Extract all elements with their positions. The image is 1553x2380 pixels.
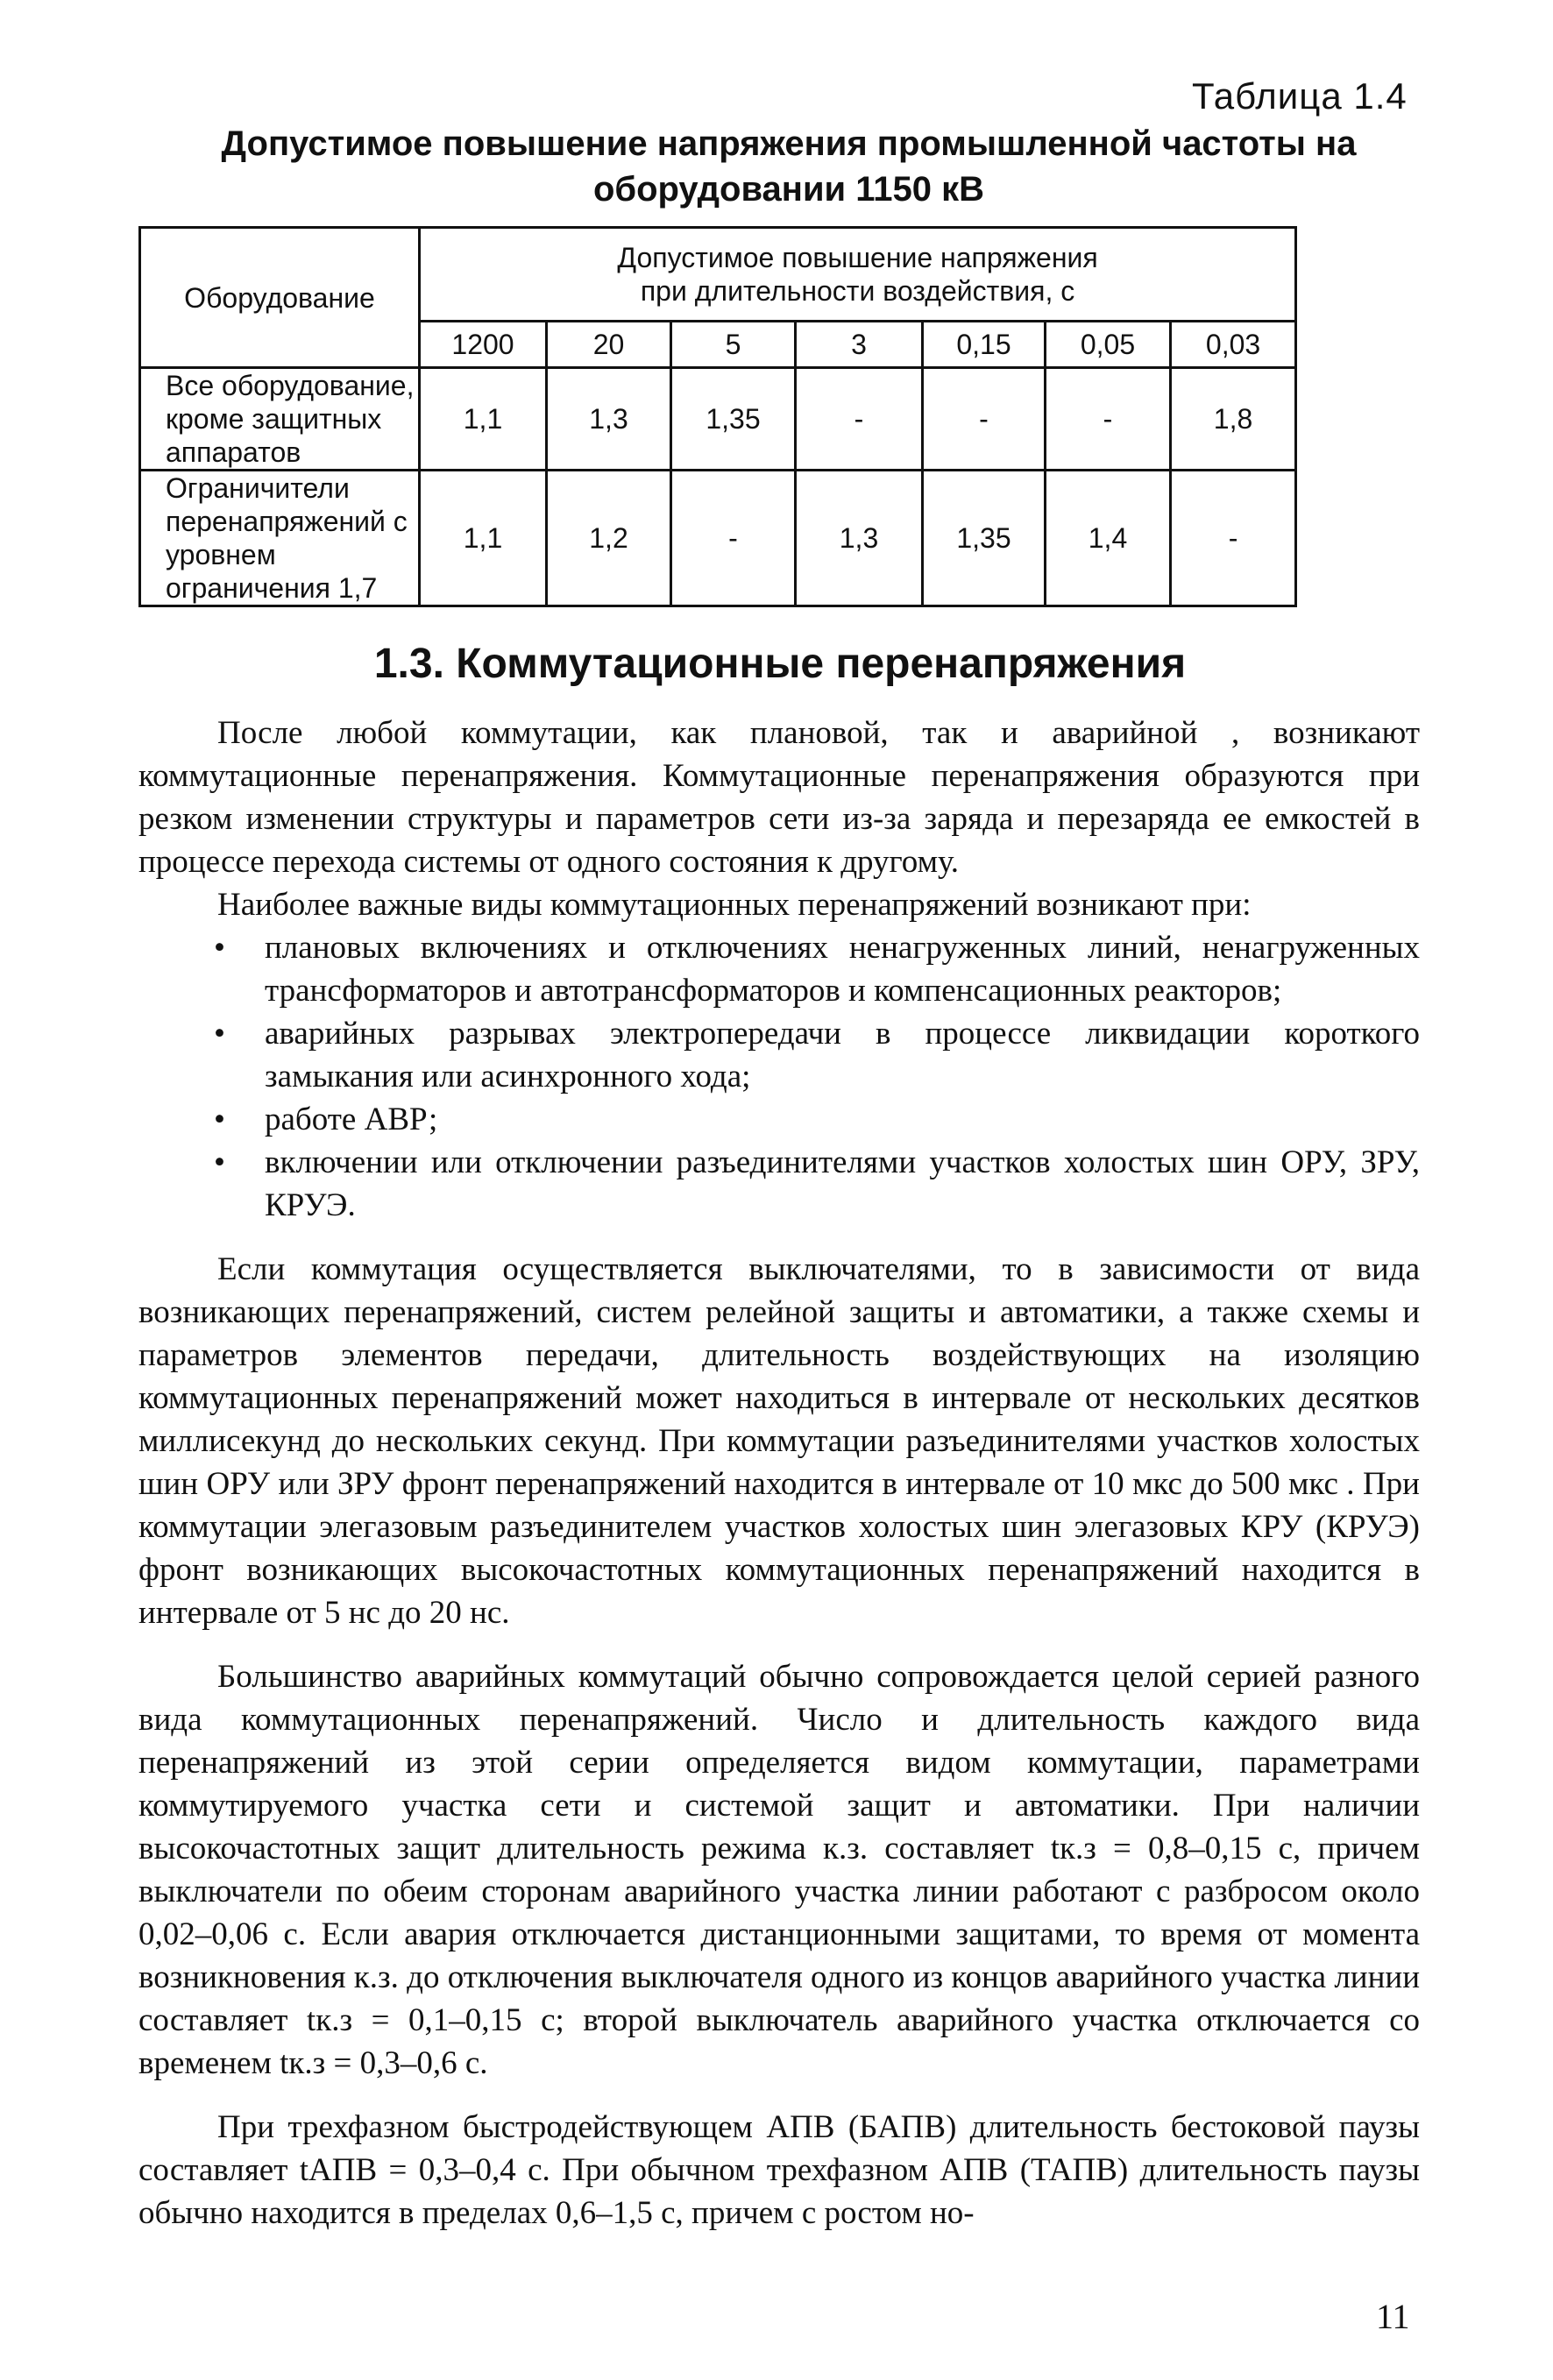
body-text <box>138 712 1420 2235</box>
bullet-icon: • <box>214 1016 225 1052</box>
duration-header: 5 <box>671 322 796 368</box>
bullet-icon: • <box>214 1101 225 1137</box>
duration-header: 0,15 <box>923 322 1046 368</box>
voltage-table <box>138 226 1422 607</box>
page-number: 11 <box>1376 2297 1410 2336</box>
table-cell: - <box>923 368 1046 471</box>
table-row <box>140 368 1422 471</box>
section-heading: 1.3. Коммутационные перенапряжения <box>373 641 1187 687</box>
table-cell: 1,35 <box>923 471 1046 606</box>
header-equipment: Оборудование <box>140 228 420 368</box>
table-cell: 1,1 <box>420 471 547 606</box>
list-item-text: аварийных разрывах электропередачи в процессе ликвидации короткого замыкания или асинхронного хода; <box>265 1016 1420 1094</box>
table-title: Допустимое повышение напряжения промышленной частоты на оборудовании 1150 кВ <box>221 124 1357 209</box>
list-item <box>138 1141 1420 1227</box>
paragraph: Если коммутация осуществляется выключателями, то в зависимости от вида возникающих перенапряжений, систем релейной защиты и автоматики, а также схемы и параметров элементов передачи, длительность воздействующих на изоляцию коммутационных перенапряжений может находиться в интервале от нескольких десятков миллисекунд до нескольких секунд. При коммутации разъединителями участков холостых шин ОРУ или ЗРУ фронт перенапряжений находится в интервале от 10 мкс до 500 мкс . При коммутации элегазовым разъединителем участков холостых шин элегазовых КРУ (КРУЭ) фронт возникающих высокочастотных коммутационных перенапряжений находится в интервале от 5 нс до 20 нс. <box>138 1251 1420 1631</box>
table-cell: - <box>1171 471 1296 606</box>
table-cell: - <box>796 368 923 471</box>
duration-header: 20 <box>547 322 671 368</box>
table-cell: 1,3 <box>547 368 671 471</box>
duration-header: 1200 <box>420 322 547 368</box>
duration-header: 0,05 <box>1046 322 1171 368</box>
table-cell: - <box>1046 368 1171 471</box>
list-item <box>138 1098 1420 1141</box>
duration-header: 0,03 <box>1171 322 1296 368</box>
paragraph: После любой коммутации, как плановой, так и аварийной , возникают коммутационные перенапряжения. Коммутационные перенапряжения образуются при резком изменении структуры и параметров сети из-за заряда и перезаряда ее емкостей в процессе перехода системы от одного состояния к другому. <box>138 715 1420 880</box>
table-cell: 1,1 <box>420 368 547 471</box>
list-item-text: включении или отключении разъединителями участков холостых шин ОРУ, ЗРУ, КРУЭ. <box>265 1144 1420 1223</box>
list-item-text: плановых включениях и отключениях ненагруженных линий, ненагруженных трансформаторов и автотрансформаторов и компенсационных реакторов; <box>265 930 1420 1009</box>
table-row <box>140 471 1422 606</box>
header-duration-group: Допустимое повышение напряжения при длительности воздействия, с <box>420 228 1296 322</box>
bullet-list <box>138 926 1420 1227</box>
paragraph: При трехфазном быстродействующем АПВ (БАПВ) длительность бестоковой паузы составляет tАПВ = 0,3–0,4 с. При обычном трехфазном АПВ (ТАПВ) длительность паузы обычно находится в пределах 0,6–1,5 с, причем с ростом но- <box>138 2109 1420 2231</box>
table-cell: - <box>671 471 796 606</box>
row-label: Ограничители перенапряжений с уровнем ограничения 1,7 <box>140 471 420 606</box>
list-item <box>138 1012 1420 1098</box>
table-cell: 1,3 <box>796 471 923 606</box>
bullet-icon: • <box>214 1144 225 1180</box>
paragraph: Большинство аварийных коммутаций обычно сопровождается целой серией разного вида коммутационных перенапряжений. Число и длительность каждого вида перенапряжений из этой серии определяется видом коммутации, параметрами коммутируемого участка сети и системой защит и автоматики. При наличии высокочастотных защит длительность режима к.з. составляет tк.з = 0,8–0,15 с, причем выключатели по обеим сторонам аварийного участка линии работают с разбросом около 0,02–0,06 с. Если авария отключается дистанционными защитами, то время от момента возникновения к.з. до отключения выключателя одного из концов аварийного участка линии составляет tк.з = 0,1–0,15 с; второй выключатель аварийного участка отключается со временем tк.з = 0,3–0,6 с. <box>138 1659 1420 2081</box>
paragraph: Наиболее важные виды коммутационных перенапряжений возникают при: <box>217 887 1252 923</box>
list-item-text: работе АВР; <box>265 1101 438 1137</box>
bullet-icon: • <box>214 930 225 966</box>
table-cell: 1,4 <box>1046 471 1171 606</box>
table-label: Таблица 1.4 <box>1192 75 1408 117</box>
row-label: Все оборудование, кроме защитных аппаратов <box>140 368 420 471</box>
duration-header: 3 <box>796 322 923 368</box>
table-cell: 1,35 <box>671 368 796 471</box>
table-cell: 1,8 <box>1171 368 1296 471</box>
table-cell: 1,2 <box>547 471 671 606</box>
list-item <box>138 926 1420 1012</box>
